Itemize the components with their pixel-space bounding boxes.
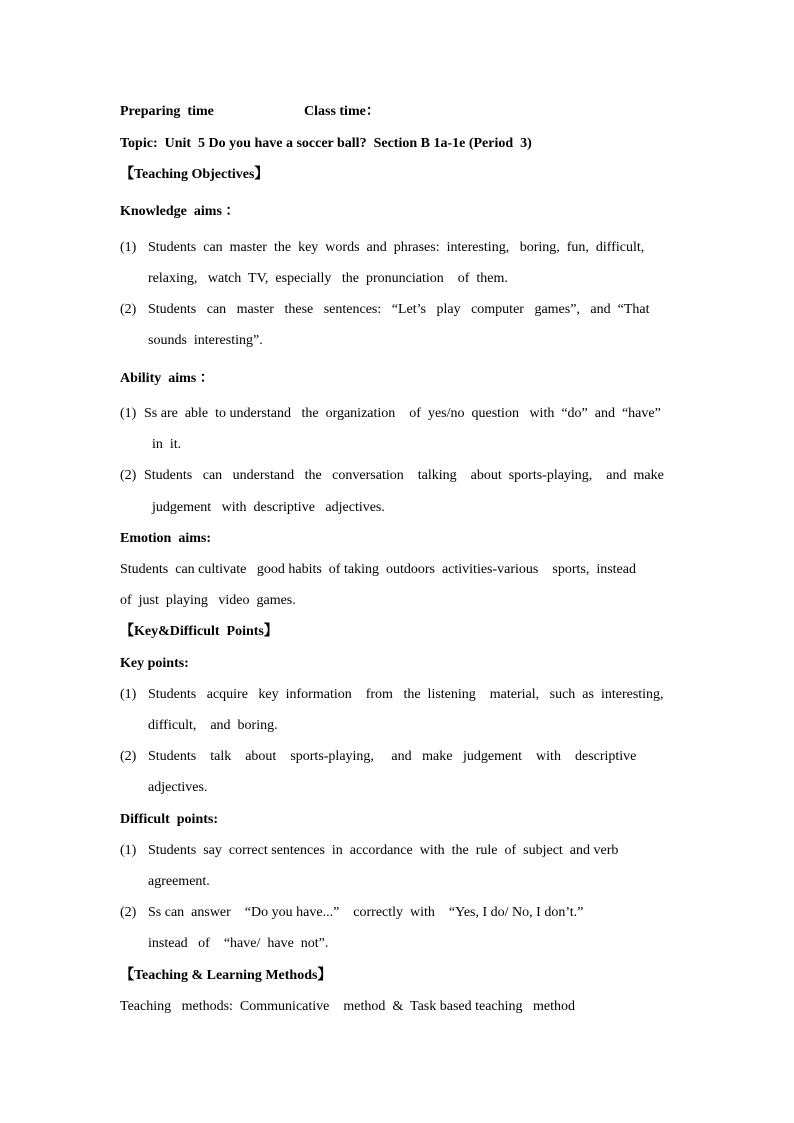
class-time-label: Class time： [304, 104, 380, 119]
ability-item-1-line-2: in it. [152, 437, 182, 452]
ability-item-1-line-1: Ss are able to understand the organization of yes/no question with “do” and “have” [144, 406, 661, 421]
teaching-methods-line: Teaching methods: Communicative method & Task based teaching method [120, 999, 576, 1014]
key-point-2-number: (2) [120, 749, 137, 764]
emotion-aims-heading: Emotion aims: [120, 531, 211, 546]
difficult-point-2-line-1: Ss can answer “Do you have...” correctly with “Yes, I do/ No, I don’t.” [148, 905, 584, 920]
key-point-2-line-2: adjectives. [148, 780, 208, 795]
difficult-points-heading: Difficult points: [120, 812, 218, 827]
topic-line: Topic: Unit 5 Do you have a soccer ball? Section B 1a-1e (Period 3) [120, 136, 532, 151]
knowledge-item-2-number: (2) [120, 302, 137, 317]
knowledge-item-1-line-1: Students can master the key words and phrases: interesting, boring, fun, difficult, [148, 240, 645, 255]
key-difficult-points-heading: 【Key&Difficult Points】 [120, 624, 278, 639]
knowledge-item-1-number: (1) [120, 240, 137, 255]
ability-item-1-number: (1) [120, 406, 137, 421]
knowledge-item-1-line-2: relaxing, watch TV, especially the pronunciation of them. [148, 271, 508, 286]
key-points-heading: Key points: [120, 656, 189, 671]
emotion-aims-line-1: Students can cultivate good habits of taking outdoors activities-various sports, instead [120, 562, 636, 577]
preparing-time-label: Preparing time [120, 104, 214, 119]
emotion-aims-line-2: of just playing video games. [120, 593, 296, 608]
difficult-point-1-line-1: Students say correct sentences in accordance with the rule of subject and verb [148, 843, 619, 858]
difficult-point-1-number: (1) [120, 843, 137, 858]
ability-aims-heading: Ability aims ： [120, 371, 214, 386]
knowledge-item-2-line-2: sounds interesting”. [148, 333, 263, 348]
ability-item-2-line-1: Students can understand the conversation talking about sports-playing, and make [144, 468, 664, 483]
key-point-2-line-1: Students talk about sports-playing, and make judgement with descriptive [148, 749, 637, 764]
knowledge-item-2-line-1: Students can master these sentences: “Let’s play computer games”, and “That [148, 302, 650, 317]
ability-item-2-number: (2) [120, 468, 137, 483]
ability-item-2-line-2: judgement with descriptive adjectives. [152, 500, 385, 515]
key-point-1-number: (1) [120, 687, 137, 702]
key-point-1-line-2: difficult, and boring. [148, 718, 278, 733]
difficult-point-1-line-2: agreement. [148, 874, 210, 889]
difficult-point-2-number: (2) [120, 905, 137, 920]
teaching-objectives-heading: 【Teaching Objectives】 [120, 167, 269, 182]
difficult-point-2-line-2: instead of “have/ have not”. [148, 936, 329, 951]
teaching-learning-methods-heading: 【Teaching & Learning Methods】 [120, 968, 332, 983]
key-point-1-line-1: Students acquire key information from the listening material, such as interesting, [148, 687, 664, 702]
knowledge-aims-heading: Knowledge aims ： [120, 204, 240, 219]
